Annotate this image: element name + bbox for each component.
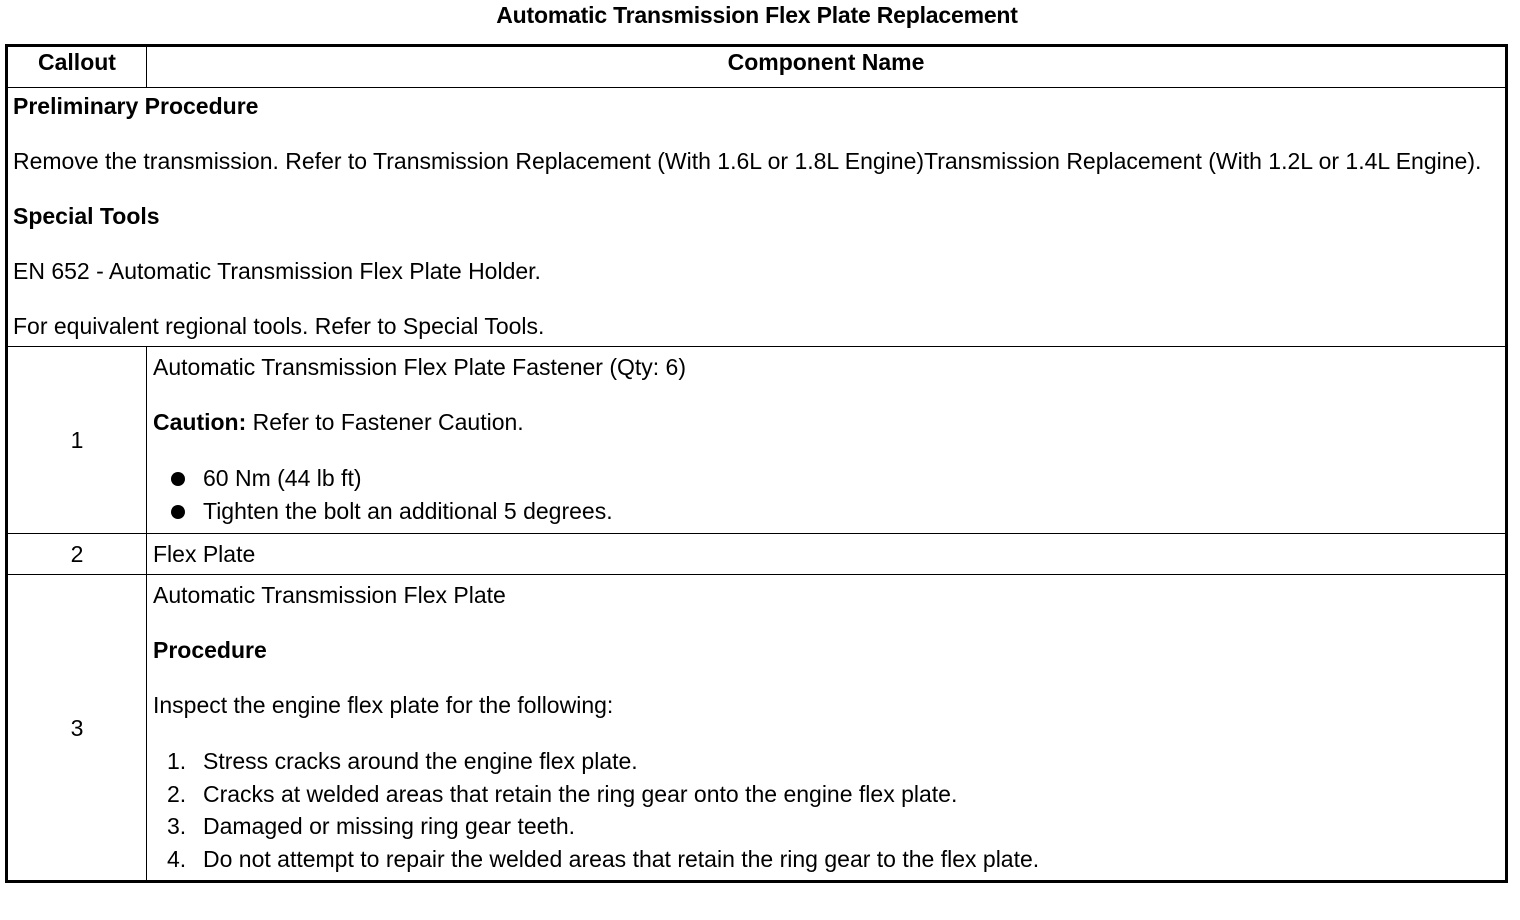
list-item — [167, 810, 1499, 843]
list-item — [167, 843, 1499, 876]
document-title: Automatic Transmission Flex Plate Replacement — [496, 2, 1018, 28]
list-item — [169, 495, 1499, 528]
step-text: Damaged or missing ring gear teeth. — [203, 813, 576, 839]
component-description — [147, 575, 1507, 882]
list-item — [167, 778, 1499, 811]
component-description — [147, 347, 1507, 534]
list-item-text: Tighten the bolt an additional 5 degrees. — [203, 498, 613, 524]
remove-transmission-text: Remove the transmission. Refer to Transmission Replacement (With 1.6L or 1.8L Engine)Transmission Replacement (With 1.2L or 1.4L Engine). — [13, 148, 1482, 174]
step-number: 3. — [167, 813, 187, 839]
step-text: Do not attempt to repair the welded areas that retain the ring gear to the flex plate. — [203, 845, 1040, 872]
table-row — [7, 575, 1507, 882]
component-name: Automatic Transmission Flex Plate — [153, 582, 506, 608]
component-description — [147, 534, 1507, 575]
component-table — [5, 44, 1508, 883]
special-tool-item: EN 652 - Automatic Transmission Flex Plate Holder. — [13, 258, 541, 284]
bullet-icon — [171, 505, 185, 519]
list-item — [167, 745, 1499, 778]
list-item-text: 60 Nm (44 lb ft) — [203, 465, 362, 491]
regional-tools-note: For equivalent regional tools. Refer to Special Tools. — [13, 313, 545, 339]
inspect-text: Inspect the engine flex plate for the following: — [153, 692, 614, 718]
step-number: 4. — [167, 845, 187, 872]
step-text: Cracks at welded areas that retain the ring gear onto the engine flex plate. — [203, 780, 958, 807]
table-row — [7, 347, 1507, 534]
component-name: Automatic Transmission Flex Plate Fastener (Qty: 6) — [153, 354, 687, 380]
preliminary-procedure-row — [7, 88, 1507, 347]
step-number: 2. — [167, 780, 187, 807]
component-name: Flex Plate — [153, 541, 256, 567]
torque-spec-list — [153, 462, 1499, 528]
step-text: Stress cracks around the engine flex plate. — [203, 748, 638, 774]
caution-label: Caution: — [153, 409, 247, 435]
preliminary-procedure-heading: Preliminary Procedure — [13, 93, 259, 119]
bullet-icon — [171, 472, 185, 486]
table-header-row — [7, 46, 1507, 88]
callout-number: 3 — [7, 575, 147, 882]
preliminary-procedure-cell — [7, 88, 1507, 347]
caution-text: Refer to Fastener Caution. — [246, 409, 524, 435]
step-number: 1. — [167, 748, 187, 774]
caution-line — [153, 407, 1499, 437]
list-item — [169, 462, 1499, 495]
callout-column-header: Callout — [7, 46, 147, 88]
special-tools-heading: Special Tools — [13, 203, 160, 229]
table-row — [7, 534, 1507, 575]
callout-number: 1 — [7, 347, 147, 534]
component-name-column-header: Component Name — [147, 46, 1507, 88]
inspection-steps-list — [153, 745, 1499, 875]
procedure-heading: Procedure — [153, 637, 267, 663]
callout-number: 2 — [7, 534, 147, 575]
